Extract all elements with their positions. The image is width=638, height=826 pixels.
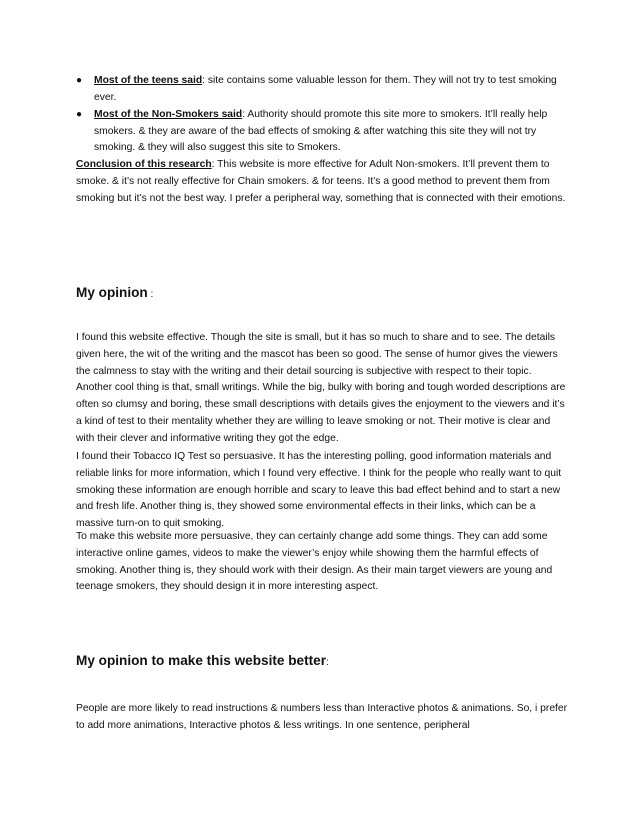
list-item	[76, 73, 574, 106]
section-heading-opinion	[76, 285, 153, 300]
better-paragraph: People are more likely to read instructions & numbers less than Interactive photos & animations. So, i prefer to add more animations, Interactive photos & less writings. In one sentence, peripheral	[76, 703, 568, 731]
heading-title: My opinion	[76, 285, 148, 300]
list-item-text: : site contains some valuable lesson for them. They will not try to test smoking ever.	[94, 75, 557, 103]
conclusion-text: : This website is more effective for Adult Non-smokers. It’ll prevent them to smoke. & it’s not really effective for Chain smokers. & for teens. It’s a good method to prevent them from smoking but it’s not the best way. I prefer a peripheral way, something that is connected with their emotions.	[76, 159, 566, 204]
survey-results-list	[76, 73, 574, 158]
opinion-paragraph-2: I found their Tobacco IQ Test so persuasive. It has the interesting polling, good information materials and reliable links for more information, which I found very effective. I think for the people who really want to quit smoking these information are enough horrible and scary to leave this bad effect behind and to start a new and fresh life. Another thing is, they showed some environmental effects in their links, which can be a massive turn-on to quit smoking.	[76, 451, 562, 530]
opinion-paragraph-3: To make this website more persuasive, they can certainly change add some things. They can add some interactive online games, videos to make the viewer’s enjoy while showing them the harmful effects of smoking. Another thing is, they should work with their design. As their main target viewers are young and teenage smokers, they should design it in more interesting aspect.	[76, 531, 553, 593]
heading-title: My opinion to make this website better	[76, 653, 327, 668]
list-item-text: : Authority should promote this site more to smokers. It’ll really help smokers. & they are aware of the bad effects of smoking & after watching this site they will not try smoking. & they will also suggest this site to Smokers.	[94, 109, 548, 153]
list-item-lead: Most of the teens said	[94, 75, 203, 86]
list-item-lead: Most of the Non-Smokers said	[94, 109, 243, 120]
list-item	[76, 107, 574, 157]
conclusion-lead: Conclusion of this research	[76, 159, 212, 170]
bullet-icon: ●	[76, 109, 83, 120]
heading-colon: :	[147, 289, 154, 300]
conclusion-paragraph	[76, 157, 568, 207]
section-heading-better	[76, 653, 329, 668]
opinion-paragraph-1: I found this website effective. Though the site is small, but it has so much to share and to see. The details given here, the wit of the writing and the mascot has been so good. The sense of humor gives the viewers the calmness to stay with the writing and their detail sourcing is subjective with respect to their topic. Another cool thing is that, small writings. While the big, bulky with boring and tough worded descriptions are often so clumsy and boring, these small descriptions with details gives the enjoyment to the viewers and it’s a kind of test to their mentality whether they are willing to leave smoking or not. Their motive is clear and with their clever and informative writing they got the edge.	[76, 332, 566, 444]
heading-colon: :	[326, 657, 329, 668]
bullet-icon: ●	[76, 75, 83, 86]
